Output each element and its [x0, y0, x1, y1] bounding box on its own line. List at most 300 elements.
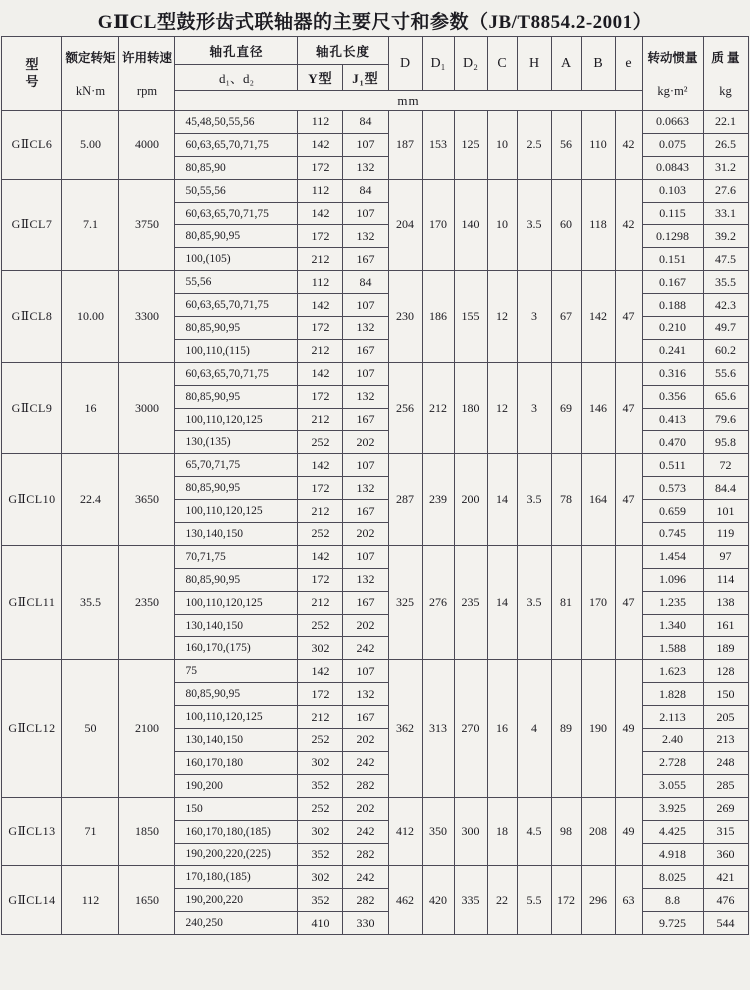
- dim-d2-cell: 180: [454, 362, 487, 454]
- inertia-cell: 0.0663: [642, 111, 703, 134]
- bore-cell: 45,48,50,55,56: [175, 111, 298, 134]
- mass-cell: 60.2: [703, 339, 748, 362]
- header-j1-type: J₁型: [343, 65, 388, 91]
- inertia-cell: 2.113: [642, 706, 703, 729]
- j1-length-cell: 242: [343, 751, 388, 774]
- dim-e-cell: 47: [615, 454, 642, 546]
- inertia-cell: 8.8: [642, 889, 703, 912]
- dim-e-cell: 42: [615, 111, 642, 180]
- y-length-cell: 172: [298, 317, 343, 340]
- dim-b-cell: 118: [581, 179, 615, 271]
- inertia-cell: 0.316: [642, 362, 703, 385]
- inertia-cell: 2.40: [642, 729, 703, 752]
- mass-cell: 248: [703, 751, 748, 774]
- dim-a-cell: 60: [551, 179, 581, 271]
- bore-cell: 100,110,120,125: [175, 706, 298, 729]
- j1-length-cell: 132: [343, 156, 388, 179]
- inertia-cell: 3.925: [642, 797, 703, 820]
- bore-cell: 160,170,180,(185): [175, 820, 298, 843]
- model-cell: GⅡCL14: [2, 866, 62, 935]
- inertia-cell: 0.573: [642, 477, 703, 500]
- mass-cell: 35.5: [703, 271, 748, 294]
- dim-a-cell: 67: [551, 271, 581, 363]
- torque-cell: 50: [62, 660, 119, 797]
- inertia-cell: 0.0843: [642, 156, 703, 179]
- dim-c-cell: 10: [487, 179, 517, 271]
- mass-cell: 72: [703, 454, 748, 477]
- dim-d-cell: 362: [388, 660, 422, 797]
- dim-e-cell: 42: [615, 179, 642, 271]
- dim-h-cell: 4: [517, 660, 551, 797]
- model-cell: GⅡCL6: [2, 111, 62, 180]
- mass-cell: 544: [703, 912, 748, 935]
- dim-d2-cell: 200: [454, 454, 487, 546]
- bore-cell: 80,85,90,95: [175, 477, 298, 500]
- j1-length-cell: 167: [343, 408, 388, 431]
- j1-length-cell: 107: [343, 294, 388, 317]
- inertia-cell: 0.470: [642, 431, 703, 454]
- model-cell: GⅡCL10: [2, 454, 62, 546]
- dim-a-cell: 69: [551, 362, 581, 454]
- j1-length-cell: 202: [343, 523, 388, 546]
- mass-cell: 205: [703, 706, 748, 729]
- inertia-cell: 9.725: [642, 912, 703, 935]
- mass-cell: 269: [703, 797, 748, 820]
- mass-cell: 150: [703, 683, 748, 706]
- inertia-cell: 1.623: [642, 660, 703, 683]
- y-length-cell: 212: [298, 408, 343, 431]
- bore-cell: 60,63,65,70,71,75: [175, 294, 298, 317]
- dim-d-cell: 287: [388, 454, 422, 546]
- mass-cell: 138: [703, 591, 748, 614]
- bore-cell: 60,63,65,70,71,75: [175, 362, 298, 385]
- header-mass-unit: kg: [719, 84, 732, 99]
- y-length-cell: 142: [298, 202, 343, 225]
- speed-cell: 1650: [119, 866, 175, 935]
- j1-length-cell: 84: [343, 111, 388, 134]
- dim-d-cell: 187: [388, 111, 422, 180]
- bore-cell: 100,110,120,125: [175, 591, 298, 614]
- inertia-cell: 8.025: [642, 866, 703, 889]
- inertia-cell: 1.454: [642, 545, 703, 568]
- j1-length-cell: 202: [343, 431, 388, 454]
- torque-cell: 35.5: [62, 545, 119, 659]
- mass-cell: 33.1: [703, 202, 748, 225]
- mass-cell: 42.3: [703, 294, 748, 317]
- header-dim-d2: D₂: [454, 37, 487, 91]
- dim-b-cell: 170: [581, 545, 615, 659]
- y-length-cell: 252: [298, 614, 343, 637]
- mass-cell: 27.6: [703, 179, 748, 202]
- mass-cell: 55.6: [703, 362, 748, 385]
- inertia-cell: 1.096: [642, 568, 703, 591]
- y-length-cell: 302: [298, 637, 343, 660]
- dim-d1-cell: 420: [422, 866, 454, 935]
- table-row: [2, 179, 748, 202]
- dim-d2-cell: 270: [454, 660, 487, 797]
- inertia-cell: 0.1298: [642, 225, 703, 248]
- speed-cell: 2100: [119, 660, 175, 797]
- y-length-cell: 142: [298, 133, 343, 156]
- j1-length-cell: 132: [343, 568, 388, 591]
- dim-e-cell: 47: [615, 545, 642, 659]
- bore-cell: 100,110,120,125: [175, 408, 298, 431]
- bore-cell: 100,(105): [175, 248, 298, 271]
- j1-length-cell: 107: [343, 545, 388, 568]
- table-row: [2, 545, 748, 568]
- dim-h-cell: 3.5: [517, 454, 551, 546]
- j1-length-cell: 132: [343, 477, 388, 500]
- inertia-cell: 0.167: [642, 271, 703, 294]
- j1-length-cell: 330: [343, 912, 388, 935]
- inertia-cell: 2.728: [642, 751, 703, 774]
- mass-cell: 128: [703, 660, 748, 683]
- j1-length-cell: 202: [343, 797, 388, 820]
- y-length-cell: 172: [298, 477, 343, 500]
- y-length-cell: 352: [298, 843, 343, 866]
- bore-cell: 130,140,150: [175, 614, 298, 637]
- speed-cell: 3300: [119, 271, 175, 363]
- bore-cell: 60,63,65,70,71,75: [175, 202, 298, 225]
- j1-length-cell: 282: [343, 889, 388, 912]
- inertia-cell: 0.659: [642, 500, 703, 523]
- inertia-cell: 0.241: [642, 339, 703, 362]
- dim-h-cell: 4.5: [517, 797, 551, 866]
- header-dim-h: H: [517, 37, 551, 91]
- table-row: [2, 797, 748, 820]
- bore-cell: 80,85,90,95: [175, 683, 298, 706]
- header-mass-label: 质 量: [711, 50, 740, 65]
- inertia-cell: 0.151: [642, 248, 703, 271]
- dim-d1-cell: 313: [422, 660, 454, 797]
- dim-e-cell: 63: [615, 866, 642, 935]
- dim-a-cell: 56: [551, 111, 581, 180]
- y-length-cell: 142: [298, 660, 343, 683]
- j1-length-cell: 84: [343, 179, 388, 202]
- header-y-type: Y型: [298, 65, 343, 91]
- header-bore-diameter: 轴孔直径: [175, 37, 298, 65]
- header-dim-c: C: [487, 37, 517, 91]
- mass-cell: 47.5: [703, 248, 748, 271]
- mass-cell: 97: [703, 545, 748, 568]
- bore-cell: 65,70,71,75: [175, 454, 298, 477]
- bore-cell: 170,180,(185): [175, 866, 298, 889]
- inertia-cell: 0.115: [642, 202, 703, 225]
- mass-cell: 49.7: [703, 317, 748, 340]
- mass-cell: 161: [703, 614, 748, 637]
- y-length-cell: 352: [298, 889, 343, 912]
- j1-length-cell: 167: [343, 339, 388, 362]
- bore-cell: 80,85,90,95: [175, 385, 298, 408]
- j1-length-cell: 84: [343, 271, 388, 294]
- j1-length-cell: 282: [343, 774, 388, 797]
- dim-c-cell: 18: [487, 797, 517, 866]
- dim-d1-cell: 153: [422, 111, 454, 180]
- bore-cell: 80,85,90,95: [175, 225, 298, 248]
- y-length-cell: 252: [298, 797, 343, 820]
- j1-length-cell: 282: [343, 843, 388, 866]
- mass-cell: 360: [703, 843, 748, 866]
- header-bore-dia-symbols: d₁、d₂: [175, 65, 298, 91]
- y-length-cell: 212: [298, 339, 343, 362]
- y-length-cell: 142: [298, 545, 343, 568]
- dim-d-cell: 412: [388, 797, 422, 866]
- y-length-cell: 212: [298, 248, 343, 271]
- dim-d2-cell: 335: [454, 866, 487, 935]
- j1-length-cell: 107: [343, 660, 388, 683]
- header-inertia-unit: kg·m²: [657, 84, 688, 99]
- inertia-cell: 3.055: [642, 774, 703, 797]
- dim-d-cell: 230: [388, 271, 422, 363]
- dim-d-cell: 204: [388, 179, 422, 271]
- bore-cell: 55,56: [175, 271, 298, 294]
- table-row: [2, 454, 748, 477]
- bore-cell: 80,85,90,95: [175, 568, 298, 591]
- j1-length-cell: 107: [343, 202, 388, 225]
- dim-a-cell: 78: [551, 454, 581, 546]
- table-row: [2, 271, 748, 294]
- dim-d1-cell: 350: [422, 797, 454, 866]
- y-length-cell: 212: [298, 591, 343, 614]
- header-model: [2, 37, 62, 111]
- model-cell: GⅡCL11: [2, 545, 62, 659]
- bore-cell: 190,200,220,(225): [175, 843, 298, 866]
- header-inertia-label: 转动惯量: [647, 50, 698, 65]
- dim-d1-cell: 186: [422, 271, 454, 363]
- bore-cell: 150: [175, 797, 298, 820]
- spec-table-body: [2, 111, 748, 935]
- y-length-cell: 302: [298, 866, 343, 889]
- dim-c-cell: 14: [487, 454, 517, 546]
- j1-length-cell: 107: [343, 454, 388, 477]
- dim-d-cell: 325: [388, 545, 422, 659]
- inertia-cell: 4.425: [642, 820, 703, 843]
- inertia-cell: 0.188: [642, 294, 703, 317]
- torque-cell: 71: [62, 797, 119, 866]
- dim-d-cell: 462: [388, 866, 422, 935]
- j1-length-cell: 242: [343, 637, 388, 660]
- inertia-cell: 1.828: [642, 683, 703, 706]
- j1-length-cell: 132: [343, 317, 388, 340]
- header-dim-e: e: [615, 37, 642, 91]
- bore-cell: 60,63,65,70,71,75: [175, 133, 298, 156]
- header-torque-unit: kN·m: [75, 84, 106, 99]
- bore-cell: 100,110,(115): [175, 339, 298, 362]
- dim-c-cell: 14: [487, 545, 517, 659]
- header-model-label: 型号: [25, 57, 39, 89]
- dim-a-cell: 81: [551, 545, 581, 659]
- table-row: [2, 362, 748, 385]
- mass-cell: 79.6: [703, 408, 748, 431]
- bore-cell: 130,140,150: [175, 729, 298, 752]
- header-dim-b: B: [581, 37, 615, 91]
- mass-cell: 315: [703, 820, 748, 843]
- dim-b-cell: 146: [581, 362, 615, 454]
- table-row: [2, 111, 748, 134]
- y-length-cell: 212: [298, 706, 343, 729]
- model-cell: GⅡCL9: [2, 362, 62, 454]
- model-cell: GⅡCL13: [2, 797, 62, 866]
- j1-length-cell: 167: [343, 500, 388, 523]
- bore-cell: 130,140,150: [175, 523, 298, 546]
- j1-length-cell: 132: [343, 683, 388, 706]
- dim-h-cell: 3.5: [517, 545, 551, 659]
- j1-length-cell: 132: [343, 225, 388, 248]
- y-length-cell: 252: [298, 431, 343, 454]
- y-length-cell: 302: [298, 751, 343, 774]
- mass-cell: 421: [703, 866, 748, 889]
- spec-table: [1, 36, 748, 935]
- header-speed-label: 许用转速: [121, 50, 172, 65]
- y-length-cell: 172: [298, 225, 343, 248]
- j1-length-cell: 132: [343, 385, 388, 408]
- y-length-cell: 302: [298, 820, 343, 843]
- dim-b-cell: 296: [581, 866, 615, 935]
- dim-c-cell: 12: [487, 362, 517, 454]
- mass-cell: 84.4: [703, 477, 748, 500]
- dim-d1-cell: 170: [422, 179, 454, 271]
- y-length-cell: 112: [298, 179, 343, 202]
- inertia-cell: 1.588: [642, 637, 703, 660]
- mass-cell: 189: [703, 637, 748, 660]
- bore-cell: 240,250: [175, 912, 298, 935]
- dim-d1-cell: 276: [422, 545, 454, 659]
- mass-cell: 95.8: [703, 431, 748, 454]
- bore-cell: 190,200: [175, 774, 298, 797]
- y-length-cell: 352: [298, 774, 343, 797]
- inertia-cell: 0.511: [642, 454, 703, 477]
- dim-d2-cell: 155: [454, 271, 487, 363]
- j1-length-cell: 167: [343, 248, 388, 271]
- bore-cell: 160,170,(175): [175, 637, 298, 660]
- dim-h-cell: 5.5: [517, 866, 551, 935]
- dim-c-cell: 10: [487, 111, 517, 180]
- mass-cell: 119: [703, 523, 748, 546]
- inertia-cell: 0.745: [642, 523, 703, 546]
- mass-cell: 22.1: [703, 111, 748, 134]
- j1-length-cell: 167: [343, 591, 388, 614]
- j1-length-cell: 107: [343, 133, 388, 156]
- dim-h-cell: 3: [517, 362, 551, 454]
- y-length-cell: 252: [298, 729, 343, 752]
- j1-length-cell: 242: [343, 866, 388, 889]
- speed-cell: 3650: [119, 454, 175, 546]
- inertia-cell: 0.413: [642, 408, 703, 431]
- y-length-cell: 172: [298, 385, 343, 408]
- torque-cell: 7.1: [62, 179, 119, 271]
- dim-h-cell: 3: [517, 271, 551, 363]
- table-row: [2, 660, 748, 683]
- dim-a-cell: 89: [551, 660, 581, 797]
- mass-cell: 65.6: [703, 385, 748, 408]
- speed-cell: 3000: [119, 362, 175, 454]
- speed-cell: 3750: [119, 179, 175, 271]
- dim-b-cell: 142: [581, 271, 615, 363]
- dim-d-cell: 256: [388, 362, 422, 454]
- mass-cell: 101: [703, 500, 748, 523]
- mass-cell: 114: [703, 568, 748, 591]
- y-length-cell: 142: [298, 362, 343, 385]
- dim-b-cell: 190: [581, 660, 615, 797]
- header-torque-label: 额定转矩: [65, 50, 116, 65]
- bore-cell: 70,71,75: [175, 545, 298, 568]
- speed-cell: 4000: [119, 111, 175, 180]
- dim-d2-cell: 125: [454, 111, 487, 180]
- y-length-cell: 172: [298, 568, 343, 591]
- y-length-cell: 142: [298, 294, 343, 317]
- inertia-cell: 0.075: [642, 133, 703, 156]
- bore-cell: 100,110,120,125: [175, 500, 298, 523]
- dim-d2-cell: 235: [454, 545, 487, 659]
- torque-cell: 112: [62, 866, 119, 935]
- model-cell: GⅡCL7: [2, 179, 62, 271]
- dim-h-cell: 2.5: [517, 111, 551, 180]
- inertia-cell: 0.356: [642, 385, 703, 408]
- bore-cell: 160,170,180: [175, 751, 298, 774]
- inertia-cell: 4.918: [642, 843, 703, 866]
- model-cell: GⅡCL8: [2, 271, 62, 363]
- y-length-cell: 172: [298, 683, 343, 706]
- inertia-cell: 0.103: [642, 179, 703, 202]
- bore-cell: 130,(135): [175, 431, 298, 454]
- dim-e-cell: 47: [615, 271, 642, 363]
- dim-b-cell: 110: [581, 111, 615, 180]
- header-speed-unit: rpm: [136, 84, 158, 99]
- header-inertia: [642, 37, 703, 111]
- speed-cell: 2350: [119, 545, 175, 659]
- dim-e-cell: 49: [615, 660, 642, 797]
- dim-a-cell: 98: [551, 797, 581, 866]
- header-bore-length: 轴孔长度: [298, 37, 388, 65]
- inertia-cell: 1.340: [642, 614, 703, 637]
- mass-cell: 213: [703, 729, 748, 752]
- y-length-cell: 142: [298, 454, 343, 477]
- dim-c-cell: 16: [487, 660, 517, 797]
- y-length-cell: 112: [298, 271, 343, 294]
- dim-e-cell: 47: [615, 362, 642, 454]
- y-length-cell: 410: [298, 912, 343, 935]
- torque-cell: 16: [62, 362, 119, 454]
- header-dim-d1: D₁: [422, 37, 454, 91]
- dim-d1-cell: 239: [422, 454, 454, 546]
- y-length-cell: 172: [298, 156, 343, 179]
- dim-d2-cell: 300: [454, 797, 487, 866]
- dim-b-cell: 208: [581, 797, 615, 866]
- mass-cell: 39.2: [703, 225, 748, 248]
- y-length-cell: 212: [298, 500, 343, 523]
- dim-d2-cell: 140: [454, 179, 487, 271]
- header-dim-d: D: [388, 37, 422, 91]
- j1-length-cell: 202: [343, 614, 388, 637]
- torque-cell: 5.00: [62, 111, 119, 180]
- model-cell: GⅡCL12: [2, 660, 62, 797]
- bore-cell: 50,55,56: [175, 179, 298, 202]
- inertia-cell: 1.235: [642, 591, 703, 614]
- header-rated-torque: [62, 37, 119, 111]
- dim-e-cell: 49: [615, 797, 642, 866]
- mass-cell: 285: [703, 774, 748, 797]
- j1-length-cell: 167: [343, 706, 388, 729]
- table-row: [2, 866, 748, 889]
- j1-length-cell: 242: [343, 820, 388, 843]
- dim-b-cell: 164: [581, 454, 615, 546]
- bore-cell: 80,85,90: [175, 156, 298, 179]
- j1-length-cell: 107: [343, 362, 388, 385]
- y-length-cell: 112: [298, 111, 343, 134]
- torque-cell: 10.00: [62, 271, 119, 363]
- header-mass: [703, 37, 748, 111]
- header-dim-a: A: [551, 37, 581, 91]
